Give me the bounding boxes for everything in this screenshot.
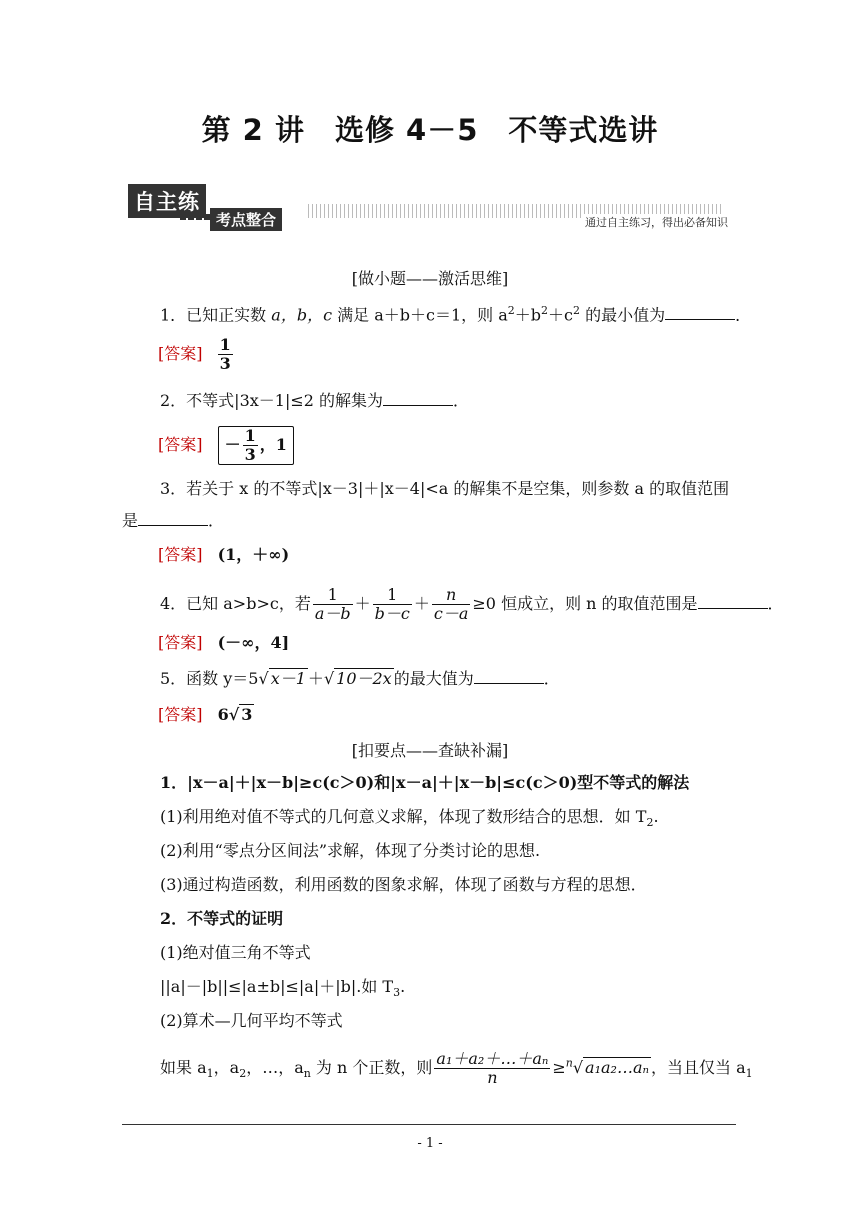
answer-blank [138, 511, 208, 526]
point-1-2: (2)利用“零点分区间法”求解，体现了分类讨论的思想. [160, 841, 541, 860]
question-4: 4．已知 a>b>c，若 $\frac{1}{a-b}$ ＋ $\frac{1}{b-c}$ ＋ $\frac{n}{c-a}$ ≥0 恒成立，则 n 的取值范围是 ． [160, 585, 784, 623]
banner-tag-main: 自主练 [128, 184, 206, 218]
answer-2-interval: － $\frac{1}{3}$ ，1 [218, 426, 294, 465]
question-2: 2．不等式|3x－1|≤2 的解集为 ． [160, 391, 470, 410]
footer-rule [122, 1124, 736, 1125]
question-1: 1．已知正实数 a，b，c 满足 a＋b＋c＝1，则 $a^2+b^2+c^2$ 的最小值为 ． [160, 304, 752, 325]
answer-blank [665, 305, 735, 320]
answer-blank [698, 594, 768, 609]
section-heading-practice: [做小题——激活思维] [351, 269, 509, 288]
question-3-line-2: 是 ． [122, 511, 225, 530]
answer-1: [答案] $\frac{1}{3}$ [158, 335, 231, 373]
answer-3: [答案] (1，＋∞) [158, 545, 290, 564]
fraction-1: $\frac{1}{a-b}$ [314, 585, 351, 623]
answer-2: [答案] － $\frac{1}{3}$ ，1 [158, 426, 294, 465]
point-1-3: (3)通过构造函数，利用函数的图象求解，体现了函数与方程的思想． [160, 875, 647, 894]
page-title: 第 2 讲 选修 4－5 不等式选讲 [201, 113, 659, 147]
point-2-3: 如果 $a_1$，$a_2$，…，$a_n$ 为 n 个正数，则 $\frac{\text{a₁＋a₂＋…＋aₙ}}{n}$ ≥$^n$√ a₁a₂…aₙ ，当且仅当 $a_1$ [160, 1049, 753, 1087]
page-number: - 1 - [417, 1136, 443, 1151]
answer-blank [474, 669, 544, 684]
answer-5: [答案] 6√ 3 [158, 705, 253, 724]
answer-4: [答案] (－∞，4] [158, 633, 290, 652]
section-heading-key-points: [扣要点——查缺补漏] [351, 741, 509, 760]
section-banner [128, 184, 732, 234]
answer-1-fraction: $\frac{1}{3}$ [219, 335, 231, 373]
point-2-heading: 2．不等式的证明 [160, 909, 284, 928]
point-2-1: (1)绝对值三角不等式 [160, 943, 311, 962]
answer-blank [383, 391, 453, 406]
mean-fraction: $\frac{\text{a₁＋a₂＋…＋aₙ}}{n}$ [436, 1049, 549, 1087]
fraction-3: $\frac{n}{c-a}$ [433, 585, 469, 623]
point-1-heading: 1．|x－a|＋|x－b|≥c(c＞0)和|x－a|＋|x－b|≤c(c＞0)型不等式的解法 [160, 773, 690, 792]
banner-note: 通过自主练习，得出必备知识 [581, 214, 732, 230]
point-1-1: (1)利用绝对值不等式的几何意义求解，体现了数形结合的思想．如 $T_2$. [160, 807, 659, 830]
banner-tag-sub: 考点整合 [210, 208, 282, 231]
point-2-2: (2)算术—几何平均不等式 [160, 1011, 343, 1030]
fraction-2: $\frac{1}{b-c}$ [374, 585, 410, 623]
question-3-line-1: 3．若关于 x 的不等式|x－3|＋|x－4|<a 的解集不是空集，则参数 a 的取值范围 [160, 479, 730, 498]
question-5: 5．函数 y＝5√ x－1 ＋√ 10－2x 的最大值为 ． [160, 669, 560, 688]
point-2-1-formula: ||a|－|b||≤|a±b|≤|a|＋|b|.如 $T_3$. [160, 977, 406, 1000]
